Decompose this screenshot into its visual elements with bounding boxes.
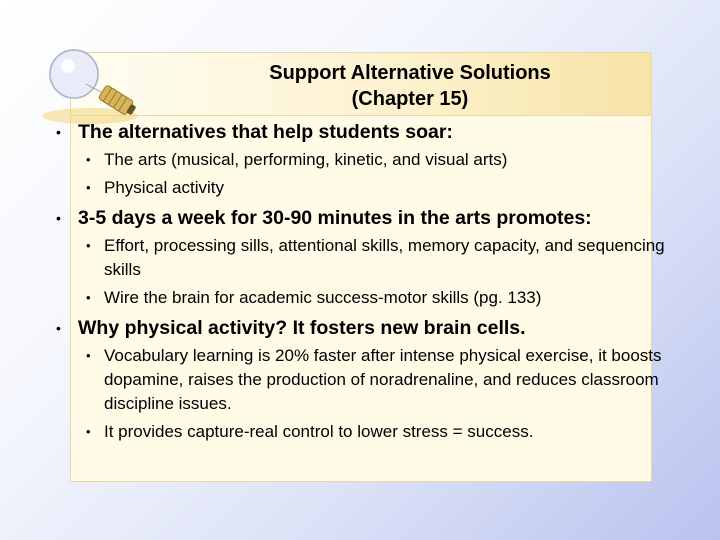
bullet-icon: • [86,424,91,439]
list-item: • Wire the brain for academic success-motor skills (pg. 133) [56,286,666,310]
list-item: • Physical activity [56,176,666,200]
section-heading: • Why physical activity? It fosters new brain cells. [56,317,526,339]
section-heading: • The alternatives that help students soar: [56,121,453,143]
light-bulb-icon [30,38,150,128]
slide-body [56,120,666,444]
section-heading: • 3-5 days a week for 30-90 minutes in the arts promotes: [56,207,592,229]
bullet-icon: • [86,348,91,363]
list-item: • It provides capture-real control to lower stress = success. [56,420,666,444]
bullet-icon: • [56,320,61,336]
title-line-2: (Chapter 15) [351,88,469,110]
slide-title [170,60,650,112]
bullet-icon: • [56,124,61,140]
list-item: • Effort, processing sills, attentional skills, memory capacity, and sequencing skills [86,236,665,279]
list-item: • Vocabulary learning is 20% faster after intense physical exercise, it boosts dopamine, raises the production of noradrenaline, and reduces classroom discipline issues. [86,346,662,413]
bullet-icon: • [56,210,61,226]
bullet-icon: • [86,290,91,305]
list-item: • The arts (musical, performing, kinetic, and visual arts) [56,148,666,172]
bullet-icon: • [86,180,91,195]
bullet-icon: • [86,152,91,167]
title-line-1: Support Alternative Solutions [269,62,551,84]
bullet-icon: • [86,238,91,253]
